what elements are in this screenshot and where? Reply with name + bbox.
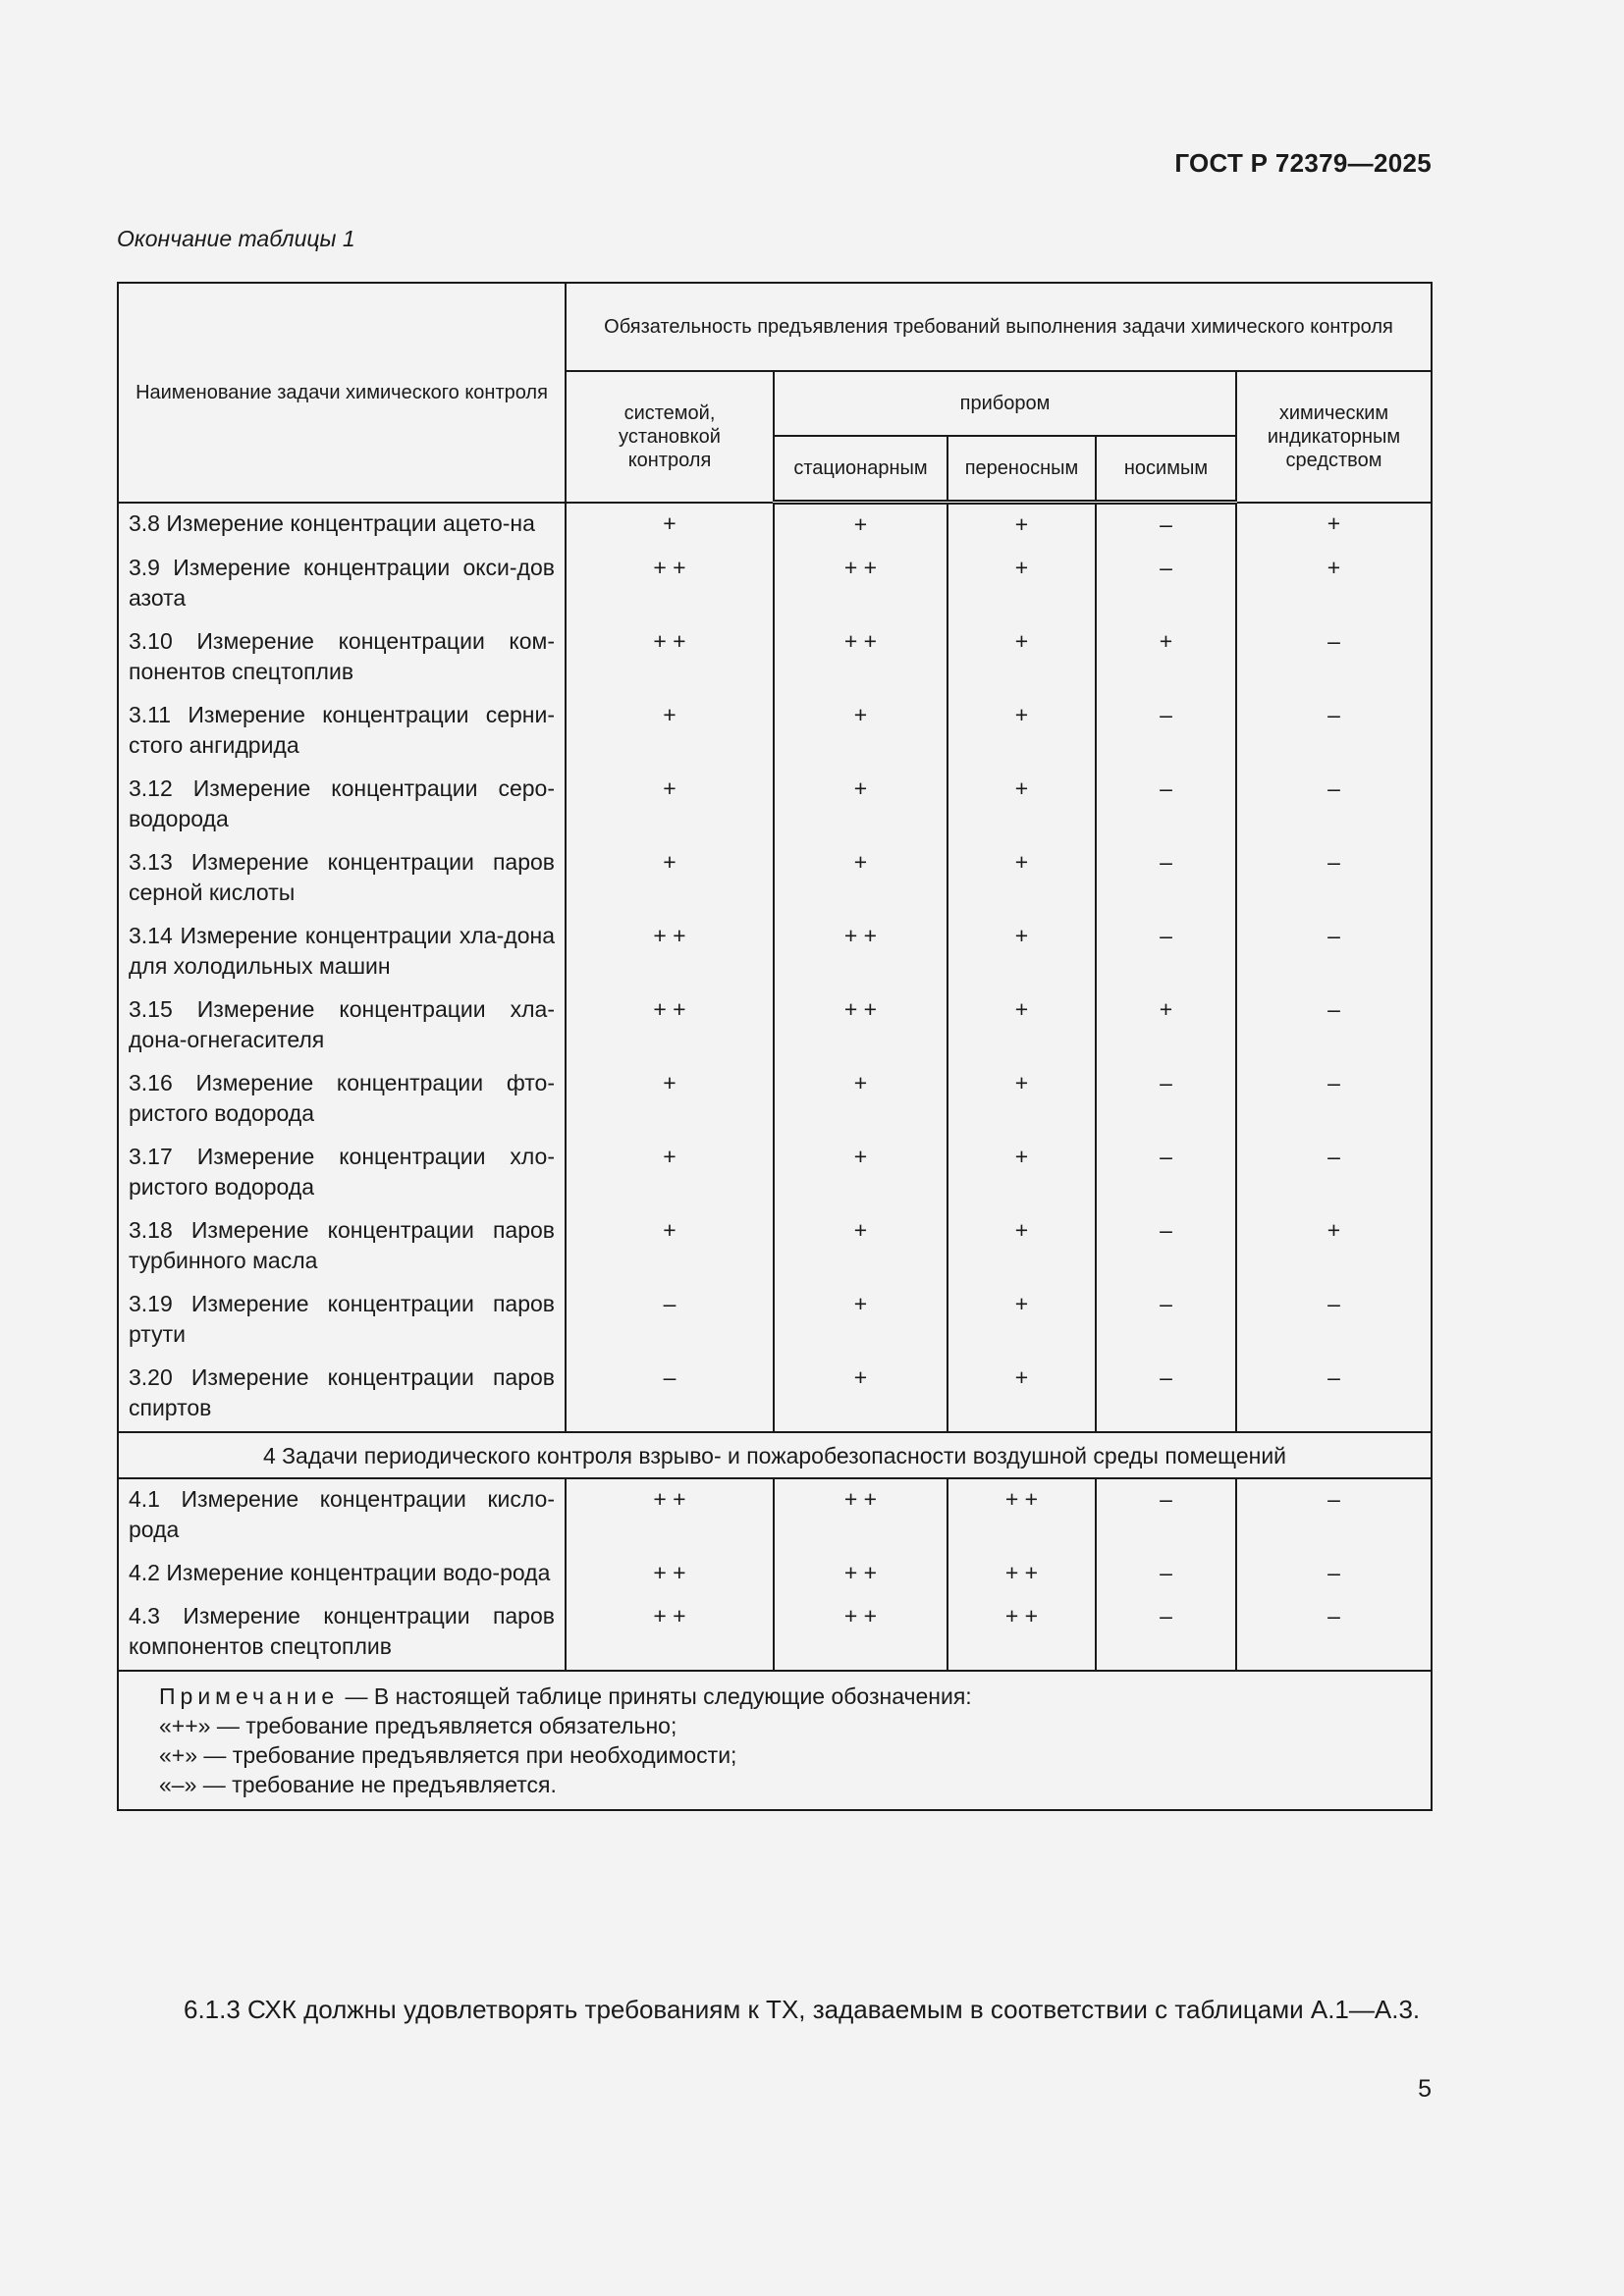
- requirement-cell: +: [566, 1063, 774, 1137]
- requirement-cell: –: [1096, 1284, 1236, 1358]
- requirement-cell: –: [1096, 1596, 1236, 1671]
- section-4-title: 4 Задачи периодического контроля взрыво- и пожаробезопасности воздушной среды помещений: [118, 1432, 1432, 1478]
- table-row: [118, 695, 1432, 769]
- requirement-cell: + +: [774, 1478, 947, 1553]
- requirement-cell: +: [566, 695, 774, 769]
- requirement-cell: + +: [566, 916, 774, 989]
- requirement-cell: –: [566, 1284, 774, 1358]
- requirement-cell: –: [1236, 1596, 1432, 1671]
- requirement-cell: +: [774, 503, 947, 549]
- note-legend-none: «–» — требование не предъявляется.: [159, 1772, 557, 1797]
- requirement-cell: + +: [774, 1553, 947, 1596]
- table-caption: Окончание таблицы 1: [117, 226, 355, 251]
- requirement-cell: +: [947, 695, 1096, 769]
- table-note-section: [118, 1671, 1432, 1810]
- requirement-cell: +: [774, 1063, 947, 1137]
- requirement-cell: +: [1236, 1210, 1432, 1284]
- table-row: [118, 1478, 1432, 1553]
- header-indicator: химическим индикаторным средством: [1236, 371, 1432, 503]
- requirement-cell: +: [566, 503, 774, 549]
- header-requirement-group: Обязательность предъявления требований выполнения задачи химического контроля: [566, 283, 1432, 371]
- task-name-cell: 3.9 Измерение концентрации окси-дов азота: [118, 548, 566, 621]
- paragraph-6-1-3: 6.1.3 СХК должны удовлетворять требованиям к ТХ, задаваемым в соответствии с таблицами А.1—А.3.: [184, 1995, 1421, 2024]
- table-row: [118, 621, 1432, 695]
- requirement-cell: –: [1236, 769, 1432, 842]
- header-stationary: стационарным: [774, 436, 947, 503]
- requirement-cell: +: [566, 1137, 774, 1210]
- requirement-cell: –: [1096, 1210, 1236, 1284]
- task-name-cell: 4.2 Измерение концентрации водо-рода: [118, 1553, 566, 1596]
- requirement-cell: + +: [774, 916, 947, 989]
- requirement-cell: + +: [566, 1478, 774, 1553]
- requirement-cell: –: [1236, 1137, 1432, 1210]
- requirement-cell: +: [1096, 621, 1236, 695]
- task-name-cell: 3.12 Измерение концентрации серо-водорода: [118, 769, 566, 842]
- requirement-cell: –: [1096, 1358, 1236, 1432]
- task-name-cell: 3.8 Измерение концентрации ацето-на: [118, 503, 566, 549]
- requirement-cell: –: [1096, 695, 1236, 769]
- requirement-cell: –: [1096, 916, 1236, 989]
- requirement-cell: +: [774, 1358, 947, 1432]
- requirement-cell: –: [1236, 1553, 1432, 1596]
- task-name-cell: 3.13 Измерение концентрации паров серной кислоты: [118, 842, 566, 916]
- table-row: [118, 1596, 1432, 1671]
- table-row: [118, 1210, 1432, 1284]
- task-name-cell: 4.3 Измерение концентрации паров компонентов спецтоплив: [118, 1596, 566, 1671]
- standard-number: ГОСТ Р 72379—2025: [1174, 148, 1432, 178]
- requirement-cell: +: [947, 1284, 1096, 1358]
- task-name-cell: 3.16 Измерение концентрации фто-ристого водорода: [118, 1063, 566, 1137]
- task-name-cell: 3.10 Измерение концентрации ком-понентов спецтоплив: [118, 621, 566, 695]
- requirement-cell: +: [774, 695, 947, 769]
- table-row: [118, 916, 1432, 989]
- header-wearable: носимым: [1096, 436, 1236, 503]
- requirement-cell: +: [566, 842, 774, 916]
- table-row: [118, 548, 1432, 621]
- requirement-cell: + +: [947, 1553, 1096, 1596]
- requirement-cell: –: [1236, 989, 1432, 1063]
- task-name-cell: 3.14 Измерение концентрации хла-дона для холодильных машин: [118, 916, 566, 989]
- requirement-cell: –: [1096, 503, 1236, 549]
- requirement-cell: + +: [566, 1596, 774, 1671]
- task-name-cell: 4.1 Измерение концентрации кисло-рода: [118, 1478, 566, 1553]
- requirement-cell: –: [1096, 1553, 1236, 1596]
- requirement-cell: +: [774, 769, 947, 842]
- table-note: [118, 1671, 1432, 1810]
- requirement-cell: +: [947, 1358, 1096, 1432]
- task-name-cell: 3.20 Измерение концентрации паров спиртов: [118, 1358, 566, 1432]
- task-name-cell: 3.15 Измерение концентрации хла-дона-огнегасителя: [118, 989, 566, 1063]
- note-intro: — В настоящей таблице приняты следующие обозначения:: [339, 1683, 972, 1709]
- requirement-cell: –: [1096, 1137, 1236, 1210]
- requirement-cell: +: [1236, 503, 1432, 549]
- requirement-cell: –: [1236, 1284, 1432, 1358]
- requirement-cell: + +: [774, 548, 947, 621]
- table-row: [118, 1284, 1432, 1358]
- note-label: Примечание: [159, 1683, 340, 1709]
- requirement-cell: –: [1236, 695, 1432, 769]
- table-section-header: [118, 1432, 1432, 1478]
- requirement-cell: +: [774, 1137, 947, 1210]
- requirement-cell: +: [566, 769, 774, 842]
- requirement-cell: +: [774, 842, 947, 916]
- requirement-cell: +: [947, 916, 1096, 989]
- requirement-cell: +: [947, 769, 1096, 842]
- requirement-cell: –: [1096, 548, 1236, 621]
- requirement-cell: + +: [774, 989, 947, 1063]
- table-row: [118, 989, 1432, 1063]
- requirement-cell: +: [947, 1063, 1096, 1137]
- header-device: прибором: [774, 371, 1236, 436]
- requirement-cell: +: [947, 1210, 1096, 1284]
- task-name-cell: 3.19 Измерение концентрации паров ртути: [118, 1284, 566, 1358]
- table-row: [118, 842, 1432, 916]
- requirement-cell: + +: [774, 621, 947, 695]
- requirement-cell: + +: [947, 1596, 1096, 1671]
- requirement-cell: +: [1236, 548, 1432, 621]
- requirement-cell: +: [947, 621, 1096, 695]
- requirement-cell: –: [1236, 842, 1432, 916]
- task-name-cell: 3.17 Измерение концентрации хло-ристого водорода: [118, 1137, 566, 1210]
- requirement-cell: + +: [566, 989, 774, 1063]
- requirement-cell: –: [1236, 1063, 1432, 1137]
- requirement-cell: –: [1236, 916, 1432, 989]
- requirement-cell: –: [1096, 769, 1236, 842]
- requirement-cell: –: [1236, 621, 1432, 695]
- requirement-cell: +: [947, 842, 1096, 916]
- requirement-cell: + +: [566, 1553, 774, 1596]
- task-name-cell: 3.11 Измерение концентрации серни-стого ангидрида: [118, 695, 566, 769]
- header-portable: переносным: [947, 436, 1096, 503]
- requirement-cell: –: [566, 1358, 774, 1432]
- requirement-cell: +: [1096, 989, 1236, 1063]
- table-row: [118, 1358, 1432, 1432]
- requirement-cell: + +: [774, 1596, 947, 1671]
- table-row: [118, 1137, 1432, 1210]
- requirement-cell: +: [947, 989, 1096, 1063]
- requirement-cell: +: [774, 1284, 947, 1358]
- table-header: [118, 283, 1432, 503]
- requirement-cell: –: [1096, 1063, 1236, 1137]
- table-body-section-3: [118, 503, 1432, 1433]
- requirement-cell: –: [1096, 1478, 1236, 1553]
- note-legend-required: «++» — требование предъявляется обязательно;: [159, 1713, 677, 1738]
- requirement-cell: + +: [947, 1478, 1096, 1553]
- header-system: системой, установкой контроля: [566, 371, 774, 503]
- table-row: [118, 1063, 1432, 1137]
- header-task-name: Наименование задачи химического контроля: [118, 283, 566, 503]
- requirement-cell: + +: [566, 548, 774, 621]
- requirement-cell: + +: [566, 621, 774, 695]
- requirement-cell: –: [1236, 1478, 1432, 1553]
- table-row: [118, 1553, 1432, 1596]
- requirement-cell: –: [1236, 1358, 1432, 1432]
- page-number: 5: [1418, 2075, 1432, 2103]
- requirements-table: [117, 282, 1433, 1811]
- table-row: [118, 503, 1432, 549]
- requirement-cell: +: [947, 503, 1096, 549]
- note-legend-optional: «+» — требование предъявляется при необходимости;: [159, 1742, 737, 1768]
- requirement-cell: +: [947, 1137, 1096, 1210]
- table-row: [118, 769, 1432, 842]
- requirement-cell: +: [774, 1210, 947, 1284]
- table-body-section-4: [118, 1478, 1432, 1671]
- requirement-cell: +: [947, 548, 1096, 621]
- requirement-cell: –: [1096, 842, 1236, 916]
- requirement-cell: +: [566, 1210, 774, 1284]
- task-name-cell: 3.18 Измерение концентрации паров турбинного масла: [118, 1210, 566, 1284]
